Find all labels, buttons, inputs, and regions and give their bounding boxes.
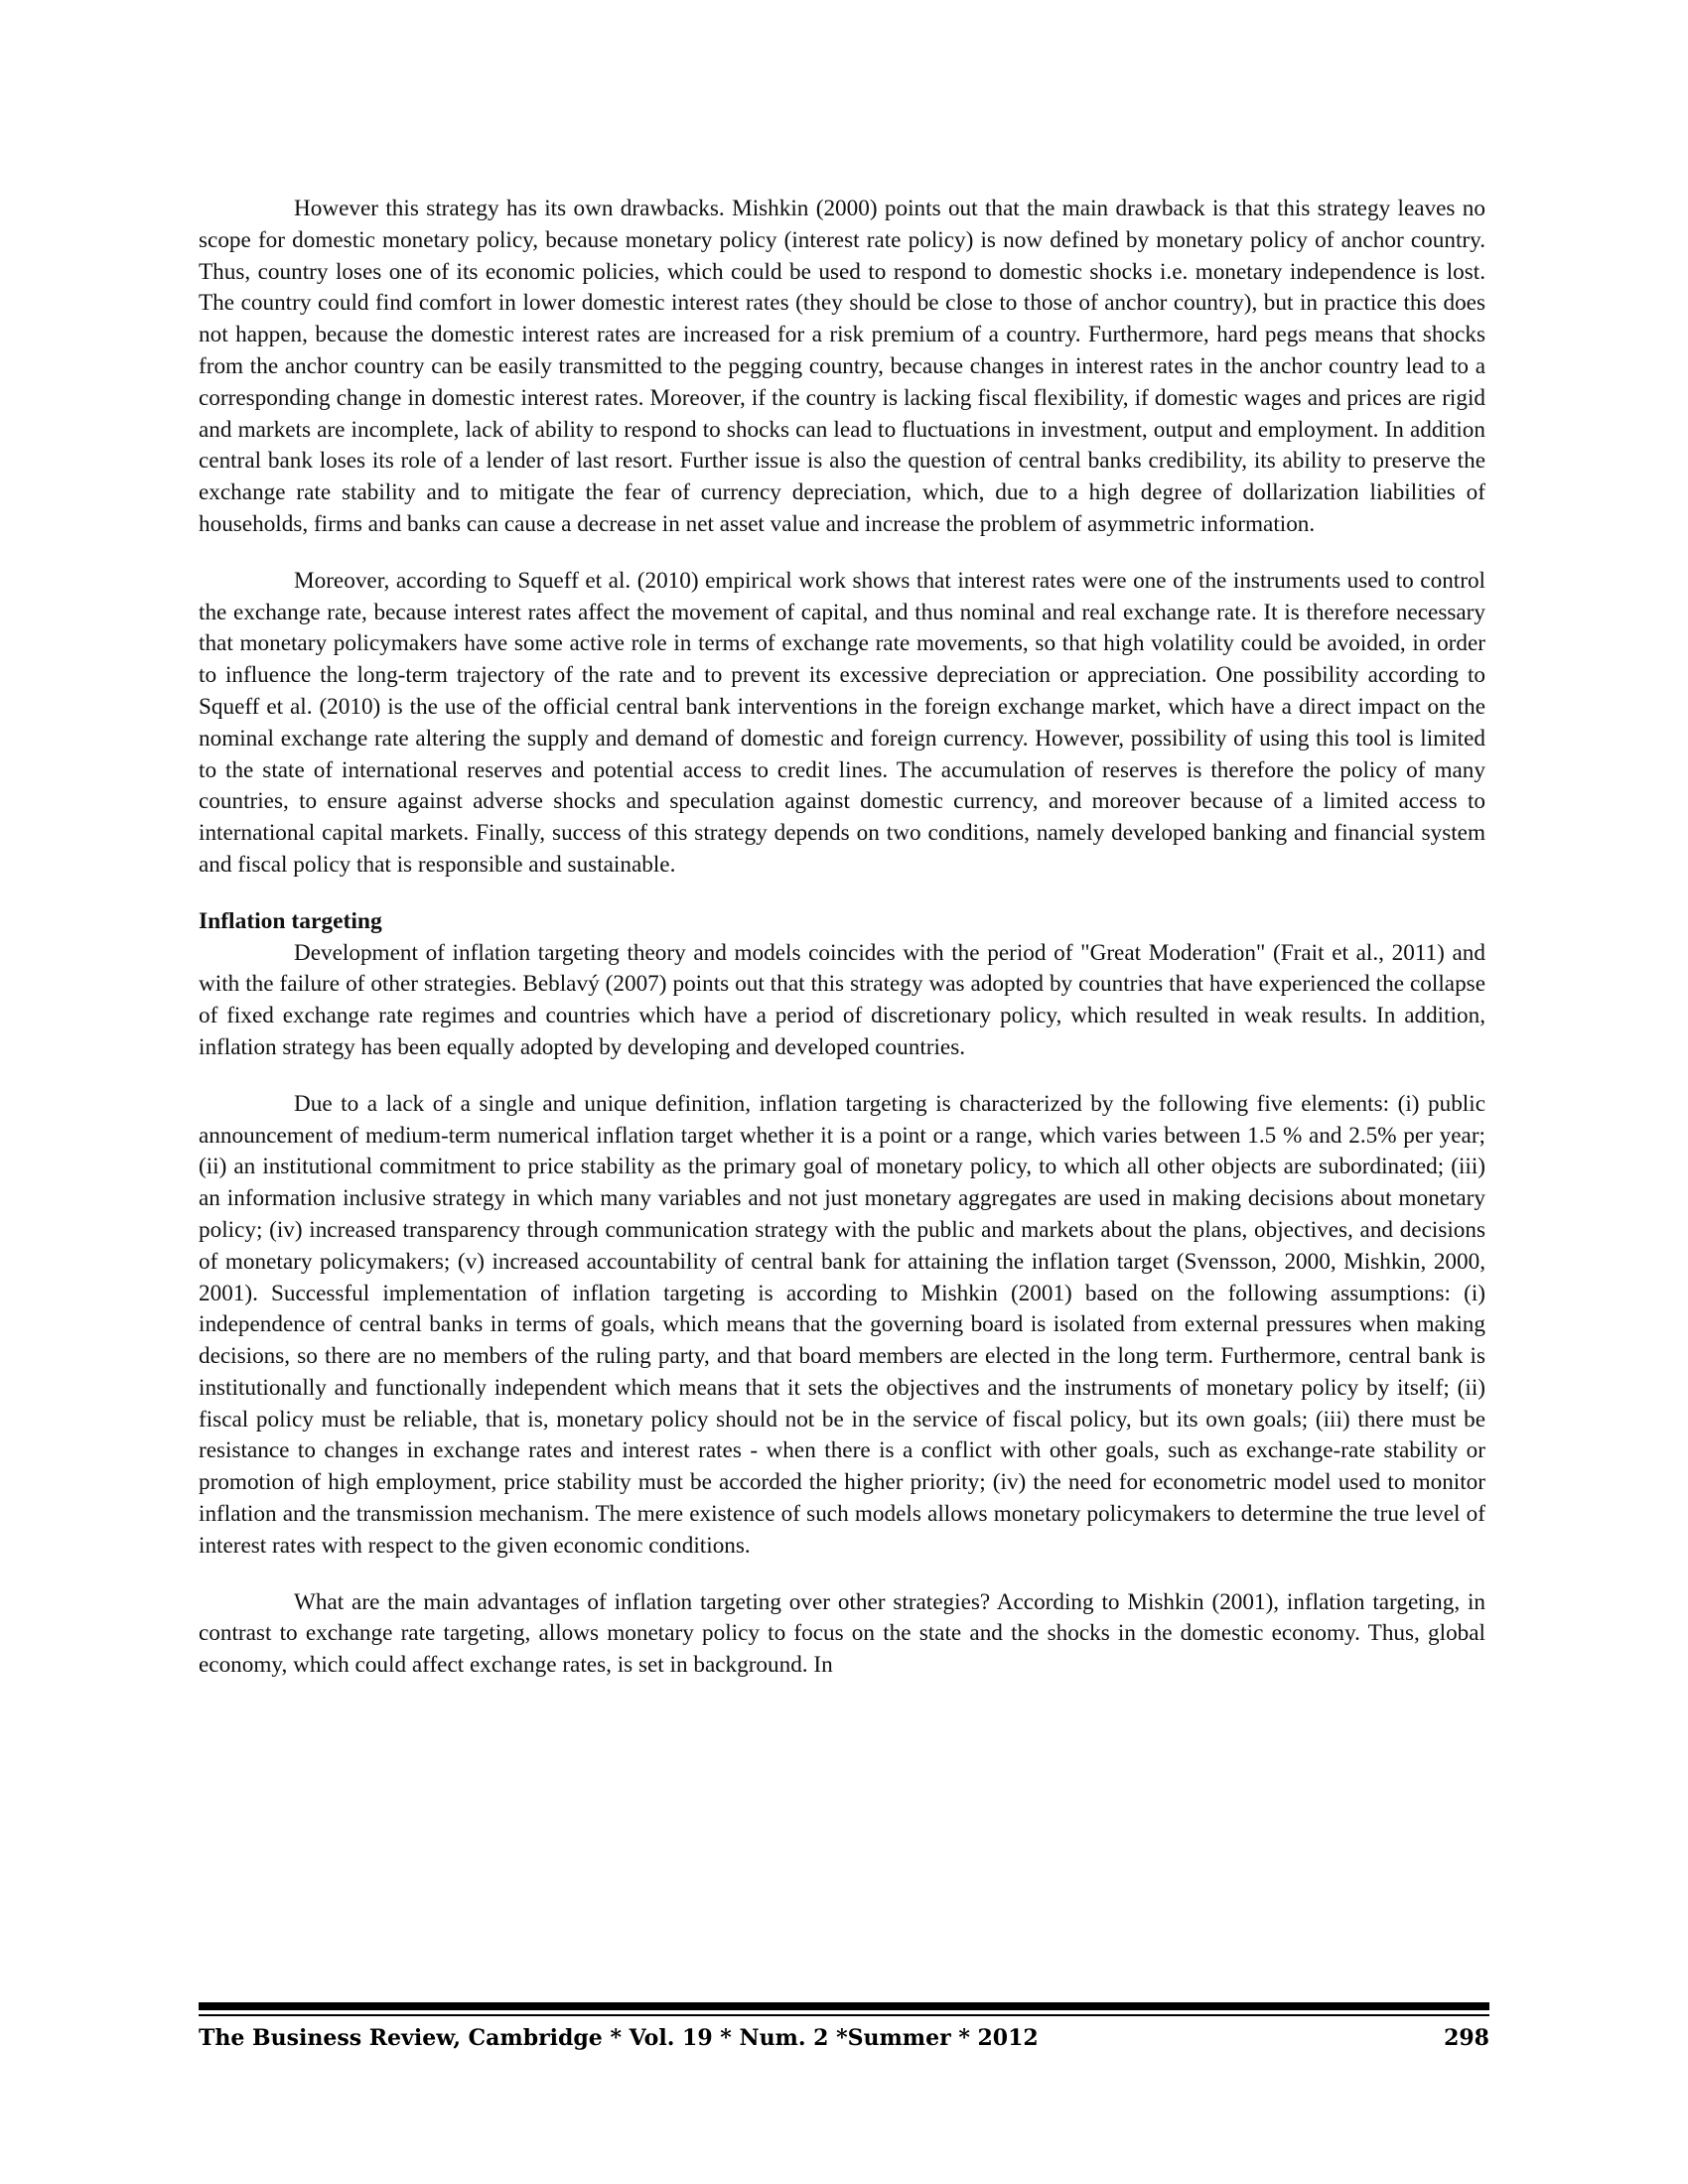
footer-journal-citation: The Business Review, Cambridge * Vol. 19 * Num. 2 *Summer * 2012 <box>199 2025 1039 2051</box>
page-body <box>199 194 1485 1706</box>
paragraph-development: Development of inflation targeting theory and models coincides with the period of "Great Moderation" (Frait et al., 2011) and with the failure of other strategies. Beblavý (2007) points out that this strategy was adopted by countries that have experienced the collapse of fixed exchange rate regimes and countries which have a period of discretionary policy, which resulted in weak results. In addition, inflation strategy has been equally adopted by developing and developed countries. <box>199 939 1485 1060</box>
paragraph-drawbacks: However this strategy has its own drawbacks. Mishkin (2000) points out that the main drawback is that this strategy leaves no scope for domestic monetary policy, because monetary policy (interest rate policy) is now defined by monetary policy of anchor country. Thus, country loses one of its economic policies, which could be used to respond to domestic shocks i.e. monetary independence is lost. The country could find comfort in lower domestic interest rates (they should be close to those of anchor country), but in practice this does not happen, because the domestic interest rates are increased for a risk premium of a country. Furthermore, hard pegs means that shocks from the anchor country can be easily transmitted to the pegging country, because changes in interest rates in the anchor country lead to a corresponding change in domestic interest rates. Moreover, if the country is lacking fiscal flexibility, if domestic wages and prices are rigid and markets are incomplete, lack of ability to respond to shocks can lead to fluctuations in investment, output and employment. In addition central bank loses its role of a lender of last resort. Further issue is also the question of central banks credibility, its ability to preserve the exchange rate stability and to mitigate the fear of currency depreciation, which, due to a high degree of dollarization liabilities of households, firms and banks can cause a decrease in net asset value and increase the problem of asymmetric information. <box>199 196 1485 537</box>
paragraph-squeff: Moreover, according to Squeff et al. (2010) empirical work shows that interest rates were one of the instruments used to control the exchange rate, because interest rates affect the movement of capital, and thus nominal and real exchange rate. It is therefore necessary that monetary policymakers have some active role in terms of exchange rate movements, so that high volatility could be avoided, in order to influence the long-term trajectory of the rate and to prevent its excessive depreciation or appreciation. One possibility according to Squeff et al. (2010) is the use of the official central bank interventions in the foreign exchange market, which have a direct impact on the nominal exchange rate altering the supply and demand of domestic and foreign currency. However, possibility of using this tool is limited to the state of international reserves and potential access to credit lines. The accumulation of reserves is therefore the policy of many countries, to ensure against adverse shocks and speculation against domestic currency, and moreover because of a limited access to international capital markets. Finally, success of this strategy depends on two conditions, namely developed banking and financial system and fiscal policy that is responsible and sustainable. <box>199 567 1485 878</box>
paragraph-advantages: What are the main advantages of inflation targeting over other strategies? According to Mishkin (2001), inflation targeting, in contrast to exchange rate targeting, allows monetary policy to focus on the state and the shocks in the domestic economy. Thus, global economy, which could affect exchange rates, is set in background. In <box>199 1588 1485 1679</box>
footer-divider-thin <box>199 2014 1489 2016</box>
footer-page-number: 298 <box>1444 2025 1489 2051</box>
section-heading-inflation-targeting: Inflation targeting <box>199 907 382 934</box>
paragraph-definition: Due to a lack of a single and unique definition, inflation targeting is characterized by the following five elements: (i) public announcement of medium-term numerical inflation target whether it is a point or a range, which varies between 1.5 % and 2.5% per year; (ii) an institutional commitment to price stability as the primary goal of monetary policy, to which all other objects are subordinated; (iii) an information inclusive strategy in which many variables and not just monetary aggregates are used in making decisions about monetary policy; (iv) increased transparency through communication strategy with the public and markets about the plans, objectives, and decisions of monetary policymakers; (v) increased accountability of central bank for attaining the inflation target (Svensson, 2000, Mishkin, 2000, 2001). Successful implementation of inflation targeting is according to Mishkin (2001) based on the following assumptions: (i) independence of central banks in terms of goals, which means that the governing board is isolated from external pressures when making decisions, so there are no members of the ruling party, and that board members are elected in the long term. Furthermore, central bank is institutionally and functionally independent which means that it sets the objectives and the instruments of monetary policy by itself; (ii) fiscal policy must be reliable, that is, monetary policy should not be in the service of fiscal policy, but its own goals; (iii) there must be resistance to changes in exchange rates and interest rates - when there is a conflict with other goals, such as exchange-rate stability or promotion of high employment, price stability must be accorded the higher priority; (iv) the need for econometric model used to monitor inflation and the transmission mechanism. The mere existence of such models allows monetary policymakers to determine the true level of interest rates with respect to the given economic conditions. <box>199 1090 1485 1559</box>
page-footer <box>199 2025 1489 2065</box>
footer-divider-thick <box>199 2002 1489 2010</box>
